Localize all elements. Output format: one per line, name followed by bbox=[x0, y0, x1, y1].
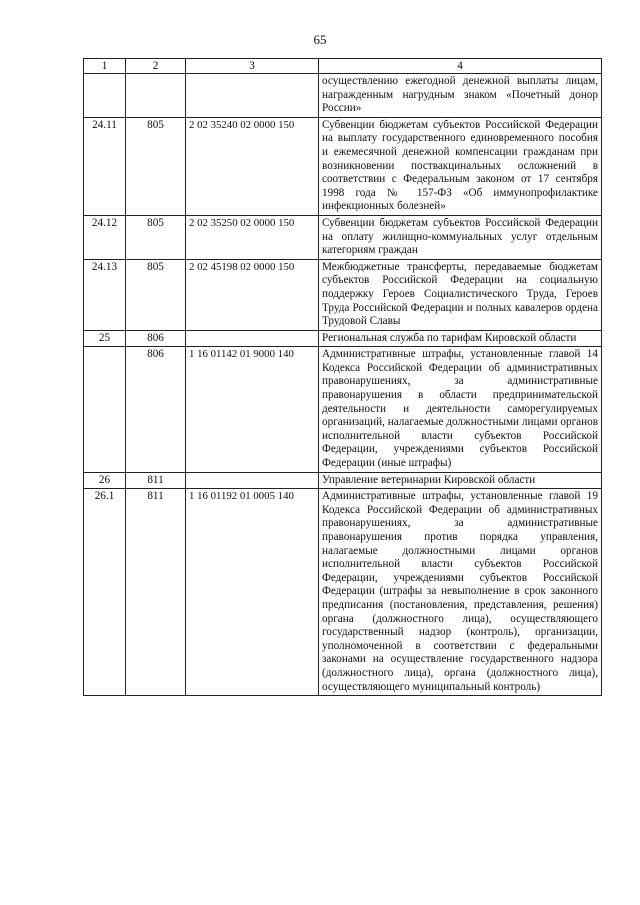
description: Субвенции бюджетам субъектов Российской Федерации на выплату государственного единовременного пособия и ежемесячной денежной компенсации гражданам при возникновении поствакцинальных осложнений в соответствии с Федеральным законом от 17 сентября 1998 года № 157-ФЗ «Об иммунопрофилактике инфекционных болезней» bbox=[319, 117, 602, 215]
admin-code: 811 bbox=[126, 472, 186, 489]
budget-code: 2 02 35240 02 0000 150 bbox=[186, 117, 319, 215]
budget-code bbox=[186, 330, 319, 347]
budget-code bbox=[186, 472, 319, 489]
admin-code bbox=[126, 74, 186, 118]
description: осуществлению ежегодной денежной выплаты лицам, награжденным нагрудным знаком «Почетный донор России» bbox=[319, 74, 602, 118]
description: Управление ветеринарии Кировской области bbox=[319, 472, 602, 489]
table-row bbox=[84, 489, 602, 696]
budget-code: 2 02 45198 02 0000 150 bbox=[186, 259, 319, 330]
row-number: 24.12 bbox=[84, 215, 126, 259]
budget-code bbox=[186, 74, 319, 118]
description: Административные штрафы, установленные главой 19 Кодекса Российской Федерации об административных правонарушениях, за административные правонарушения против порядка управления, налагаемые должностными лицами органов исполнительной власти субъектов Российской Федерации, учреждениями субъектов Российской Федерации (штрафы за невыполнение в срок законного предписания (постановления, представления, решения) органа (должностного лица), осуществляющего государственный надзор (контроль), организации, уполномоченной в соответствии с федеральными законами на осуществление государственного надзора (должностного лица), органа (должностного лица), осуществляющего муниципальный контроль) bbox=[319, 489, 602, 696]
admin-code: 806 bbox=[126, 347, 186, 472]
row-number bbox=[84, 74, 126, 118]
row-number: 24.11 bbox=[84, 117, 126, 215]
admin-code: 805 bbox=[126, 215, 186, 259]
column-header-3: 3 bbox=[186, 59, 319, 74]
column-header-2: 2 bbox=[126, 59, 186, 74]
admin-code: 811 bbox=[126, 489, 186, 696]
column-header-4: 4 bbox=[319, 59, 602, 74]
table-header-row bbox=[84, 59, 602, 74]
column-header-1: 1 bbox=[84, 59, 126, 74]
table-row bbox=[84, 117, 602, 215]
table-row bbox=[84, 330, 602, 347]
description: Региональная служба по тарифам Кировской области bbox=[319, 330, 602, 347]
row-number: 26.1 bbox=[84, 489, 126, 696]
page-number: 65 bbox=[313, 32, 327, 47]
table-row bbox=[84, 259, 602, 330]
row-number bbox=[84, 347, 126, 472]
admin-code: 805 bbox=[126, 259, 186, 330]
table-row bbox=[84, 472, 602, 489]
table-row bbox=[84, 215, 602, 259]
table-row bbox=[84, 74, 602, 118]
budget-classification-table bbox=[83, 58, 602, 696]
table-row bbox=[84, 347, 602, 472]
admin-code: 805 bbox=[126, 117, 186, 215]
row-number: 24.13 bbox=[84, 259, 126, 330]
budget-code: 2 02 35250 02 0000 150 bbox=[186, 215, 319, 259]
budget-code: 1 16 01192 01 0005 140 bbox=[186, 489, 319, 696]
budget-code: 1 16 01142 01 9000 140 bbox=[186, 347, 319, 472]
row-number: 26 bbox=[84, 472, 126, 489]
description: Межбюджетные трансферты, передаваемые бюджетам субъектов Российской Федерации на социальную поддержку Героев Социалистического Труда, Героев Труда Российской Федерации и полных кавалеров ордена Трудовой Славы bbox=[319, 259, 602, 330]
description: Административные штрафы, установленные главой 14 Кодекса Российской Федерации об административных правонарушениях, за административные правонарушения в области предпринимательской деятельности и деятельности саморегулируемых организаций, налагаемые должностными лицами органов исполнительной власти субъектов Российской Федерации, учреждениями субъектов Российской Федерации (иные штрафы) bbox=[319, 347, 602, 472]
description: Субвенции бюджетам субъектов Российской Федерации на оплату жилищно-коммунальных услуг отдельным категориям граждан bbox=[319, 215, 602, 259]
admin-code: 806 bbox=[126, 330, 186, 347]
row-number: 25 bbox=[84, 330, 126, 347]
